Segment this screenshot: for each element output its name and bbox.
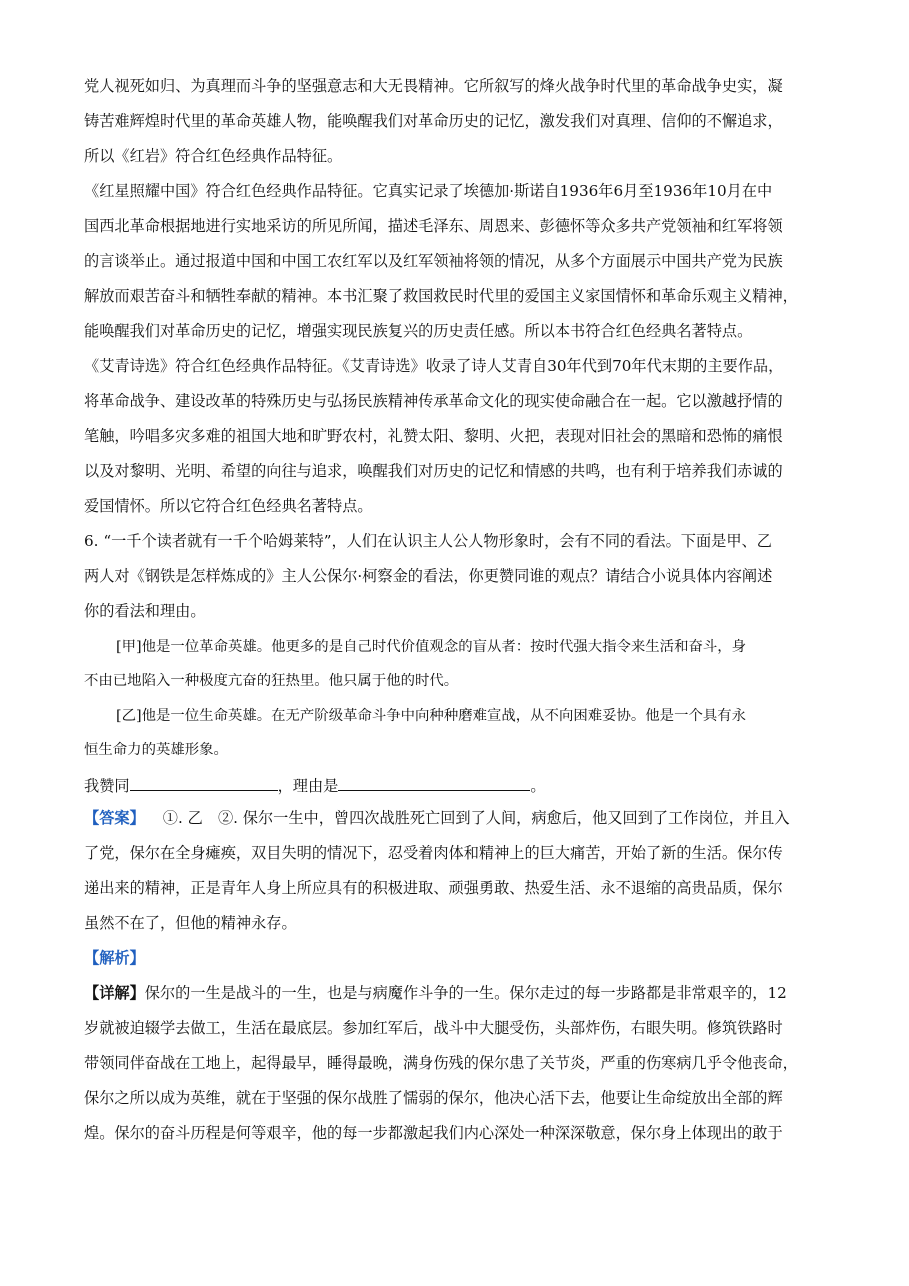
detail-line: 带领同伴奋战在工地上，起得最早，睡得最晚，满身伤残的保尔患了关节炎，严重的伤寒病几乎令他丧命， <box>84 1054 798 1072</box>
text-line: 《艾青诗选》符合红色经典作品特征。《艾青诗选》收录了诗人艾青自30年代到70年代末期的主要作品， <box>84 357 784 375</box>
text-line: 以及对黎明、光明、希望的向往与追求，唤醒我们对历史的记忆和情感的共鸣，也有利于培养我们赤诚的 <box>84 462 783 480</box>
answer-line: 了党，保尔在全身瘫痪，双目失明的情况下，忍受着肉体和精神上的巨大痛苦，开始了新的生活。保尔传 <box>84 844 783 862</box>
fill-prefix: 我赞同 <box>84 777 130 795</box>
text-line: 能唤醒我们对革命历史的记忆，增强实现民族复兴的历史责任感。所以本书符合红色经典名著特点。 <box>84 322 753 340</box>
text-line: 《红星照耀中国》符合红色经典作品特征。它真实记录了埃德加·斯诺自1936年6月至1936年10月在中 <box>84 182 773 200</box>
answer-blank-1[interactable] <box>130 774 278 791</box>
answer-blank-2[interactable] <box>338 774 530 791</box>
quote-line: 不由已地陷入一种极度亢奋的狂热里。他只属于他的时代。 <box>84 673 459 689</box>
detail-tag: 【详解】 <box>84 984 145 1002</box>
text-line: 爱国情怀。所以它符合红色经典名著特点。 <box>84 497 373 515</box>
question-line: 两人对《钢铁是怎样炼成的》主人公保尔·柯察金的看法，你更赞同谁的观点？请结合小说具体内容阐述 <box>84 567 773 585</box>
text-line: 解放而艰苦奋斗和牺牲奉献的精神。本书汇聚了救国救民时代里的爱国主义家国情怀和革命乐观主义精神， <box>84 287 798 305</box>
answer-line: 递出来的精神，正是青年人身上所应具有的积极进取、顽强勇敢、热爱生活、永不退缩的高贵品质，保尔 <box>84 879 783 897</box>
detail-line: 煌。保尔的奋斗历程是何等艰辛，他的每一步都激起我们内心深处一种深深敬意，保尔身上体现出的敢于 <box>84 1124 783 1142</box>
quote-line: [乙]他是一位生命英雄。在无产阶级革命斗争中向种种磨难宣战，从不向困难妥协。他是一个具有永 <box>116 708 747 724</box>
text-line: 将革命战争、建设改革的特殊历史与弘扬民族精神传承革命文化的现实使命融合在一起。它以激越抒情的 <box>84 392 783 410</box>
text-line: 笔触，吟唱多灾多难的祖国大地和旷野农村，礼赞太阳、黎明、火把，表现对旧社会的黑暗和恐怖的痛恨 <box>84 427 783 445</box>
text-line: 所以《红岩》符合红色经典作品特征。 <box>84 147 343 165</box>
text-line: 国西北革命根据地进行实地采访的所见所闻，描述毛泽东、周恩来、彭德怀等众多共产党领袖和红军将领 <box>84 217 783 235</box>
detail-line: 保尔之所以成为英维，就在于坚强的保尔战胜了懦弱的保尔，他决心活下去，他要让生命绽放出全部的辉 <box>84 1089 783 1107</box>
answer-line <box>84 808 790 828</box>
fill-middle: ，理由是 <box>277 777 339 795</box>
question-line: 6. “一千个读者就有一千个哈姆莱特”，人们在认识主人公人物形象时，会有不同的看法。下面是甲、乙 <box>84 532 772 550</box>
text-line: 的言谈举止。通过报道中国和中国工农红军以及红军领袖将领的情况，从多个方面展示中国共产党为民族 <box>84 252 783 270</box>
question-line: 你的看法和理由。 <box>84 602 206 620</box>
text-line: 党人视死如归、为真理而斗争的坚强意志和大无畏精神。它所叙写的烽火战争时代里的革命战争史实，凝 <box>84 77 783 95</box>
quote-line: [甲]他是一位革命英雄。他更多的是自己时代价值观念的盲从者：按时代强大指令来生活和奋斗，身 <box>116 639 747 655</box>
detail-line <box>84 983 787 1003</box>
detail-text: 保尔的一生是战斗的一生，也是与病魔作斗争的一生。保尔走过的每一步路都是非常艰辛的，12 <box>144 984 787 1002</box>
analysis-tag: 【解析】 <box>84 949 145 967</box>
answer-line: 虽然不在了，但他的精神永存。 <box>84 914 297 932</box>
answer-text: ①. 乙 ②. 保尔一生中，曾四次战胜死亡回到了人间，病愈后，他又回到了工作岗位，并且入 <box>162 809 790 827</box>
answer-tag: 【答案】 <box>84 809 145 827</box>
quote-line: 恒生命力的英雄形象。 <box>84 742 228 758</box>
text-line: 铸苦难辉煌时代里的革命英雄人物，能唤醒我们对革命历史的记忆，激发我们对真理、信仰的不懈追求， <box>84 112 783 130</box>
fill-suffix: 。 <box>530 777 546 795</box>
analysis-heading <box>84 948 145 968</box>
fill-blank-line <box>84 774 546 796</box>
detail-line: 岁就被迫辍学去做工，生活在最底层。参加红军后，战斗中大腿受伤，头部炸伤，右眼失明。修筑铁路时 <box>84 1019 783 1037</box>
